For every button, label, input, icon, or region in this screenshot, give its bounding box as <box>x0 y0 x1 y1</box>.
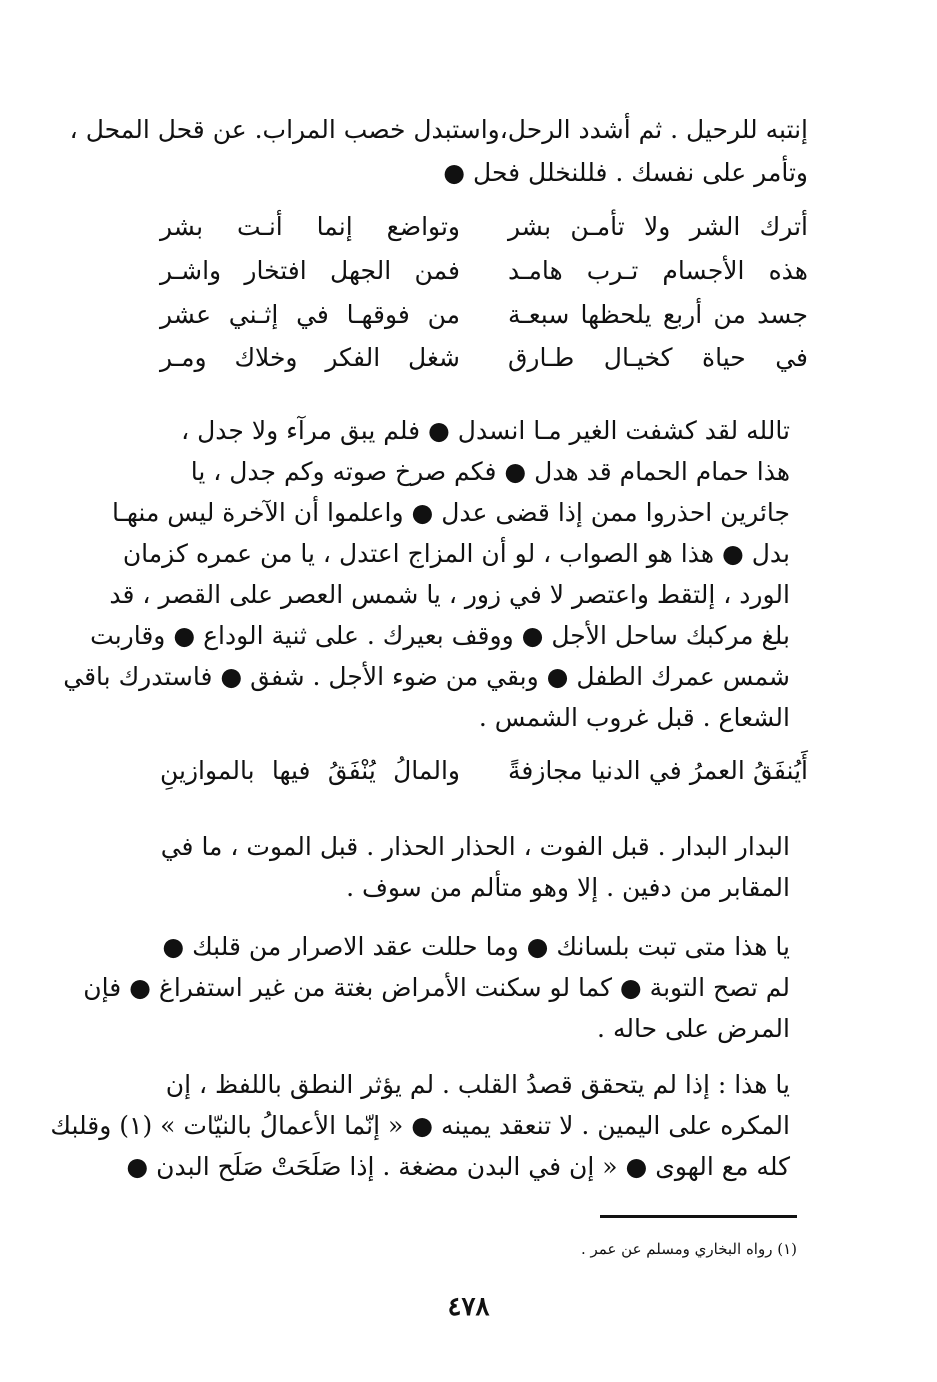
footnote-divider <box>600 1215 797 1218</box>
verse-first-hemistich: جسد من أربع يلحظها سبعـة <box>508 300 808 329</box>
text-line: المرض على حاله . <box>597 1014 790 1043</box>
text-line: الشعاع . قبل غروب الشمس . <box>478 703 790 732</box>
verse-second-hemistich: من فوقهـا في إثـني عشر <box>160 300 460 329</box>
text-line: بلغ مركبك ساحل الأجل ● ووقف بعيرك . على ثنية الوداع ● وقاربت <box>90 621 790 650</box>
verse-first-hemistich: أترك الشر ولا تأمـن بشر <box>508 212 808 241</box>
verse-second-hemistich: فمن الجهل افتخار واشـر <box>160 256 460 285</box>
verse-first-hemistich: أَيُنفَقُ العمرُ في الدنيا مجازفةً <box>508 756 808 785</box>
text-line: هذا حمام الحمام قد هدل ● فكم صرخ صوته وكم جدل ، يا <box>190 457 790 486</box>
verse-second-hemistich: والمالُ يُنْفَقُ فيها بالموازينِ <box>160 756 460 785</box>
verse-row <box>160 300 808 329</box>
verse-second-hemistich: شغل الفكر وخلاك ومـر <box>160 343 460 372</box>
text-line: كله مع الهوى ● « إن في البدن مضغة . إذا صَلَحَتْ صَلَح البدن ● <box>126 1152 790 1181</box>
text-line: لم تصح التوبة ● كما لو سكنت الأمراض بغتة من غير استفراغ ● فإن <box>83 973 790 1002</box>
paragraph-5 <box>50 1064 790 1187</box>
verse-row <box>160 212 808 241</box>
text-line: يا هذا : إذا لم يتحقق قصدُ القلب . لم يؤثر النطق باللفظ ، إن <box>165 1070 790 1099</box>
text-line: جائرين احذروا ممن إذا قضى عدل ● واعلموا أن الآخرة ليس منهـا <box>111 498 790 527</box>
paragraph-2 <box>63 410 790 738</box>
text-line: وتأمر على نفسك . فللنخلل فحل ● <box>443 158 808 187</box>
text-line: المكره على اليمين . لا تنعقد يمينه ● « إنّما الأعمالُ بالنيّات » (١) وقلبك <box>50 1111 790 1140</box>
text-line: شمس عمرك الطفل ● وبقي من ضوء الأجل . شفق ● فاستدرك باقي <box>63 662 790 691</box>
paragraph-4 <box>83 926 790 1049</box>
single-verse <box>160 756 808 785</box>
text-line: بدل ● هذا هو الصواب ، لو أن المزاج اعتدل ، يا من عمره كزمان <box>122 539 790 568</box>
text-line: يا هذا متى تبت بلسانك ● وما حللت عقد الاصرار من قلبك ● <box>162 932 790 961</box>
text-line: تالله لقد كشفت الغير مـا انسدل ● فلم يبق مرآء ولا جدل ، <box>181 416 790 445</box>
page-number: ٤٧٨ <box>447 1292 490 1322</box>
paragraph-3 <box>160 826 790 908</box>
verse-first-hemistich: في حياة كخيـال طـارق <box>508 343 808 372</box>
text-line: البدار البدار . قبل الفوت ، الحذار الحذار . قبل الموت ، ما في <box>160 832 790 861</box>
verse-second-hemistich: وتواضع إنما أنـت بشر <box>160 212 460 241</box>
paragraph-1 <box>69 108 808 194</box>
verse-row <box>160 343 808 372</box>
text-line: إنتبه للرحيل . ثم أشدد الرحل،واستبدل خصب المراب. عن قحل المحل ، <box>69 115 808 144</box>
verse-row <box>160 256 808 285</box>
footnote: (١) رواه البخاري ومسلم عن عمر . <box>580 1240 797 1258</box>
text-line: المقابر من دفين . إلا وهو متألم من سوف . <box>346 873 790 902</box>
text-line: الورد ، إلتقط واعتصر لا في زور ، يا شمس العصر على القصر ، قد <box>109 580 790 609</box>
verse-first-hemistich: هذه الأجسام تـرب هامـد <box>508 256 808 285</box>
